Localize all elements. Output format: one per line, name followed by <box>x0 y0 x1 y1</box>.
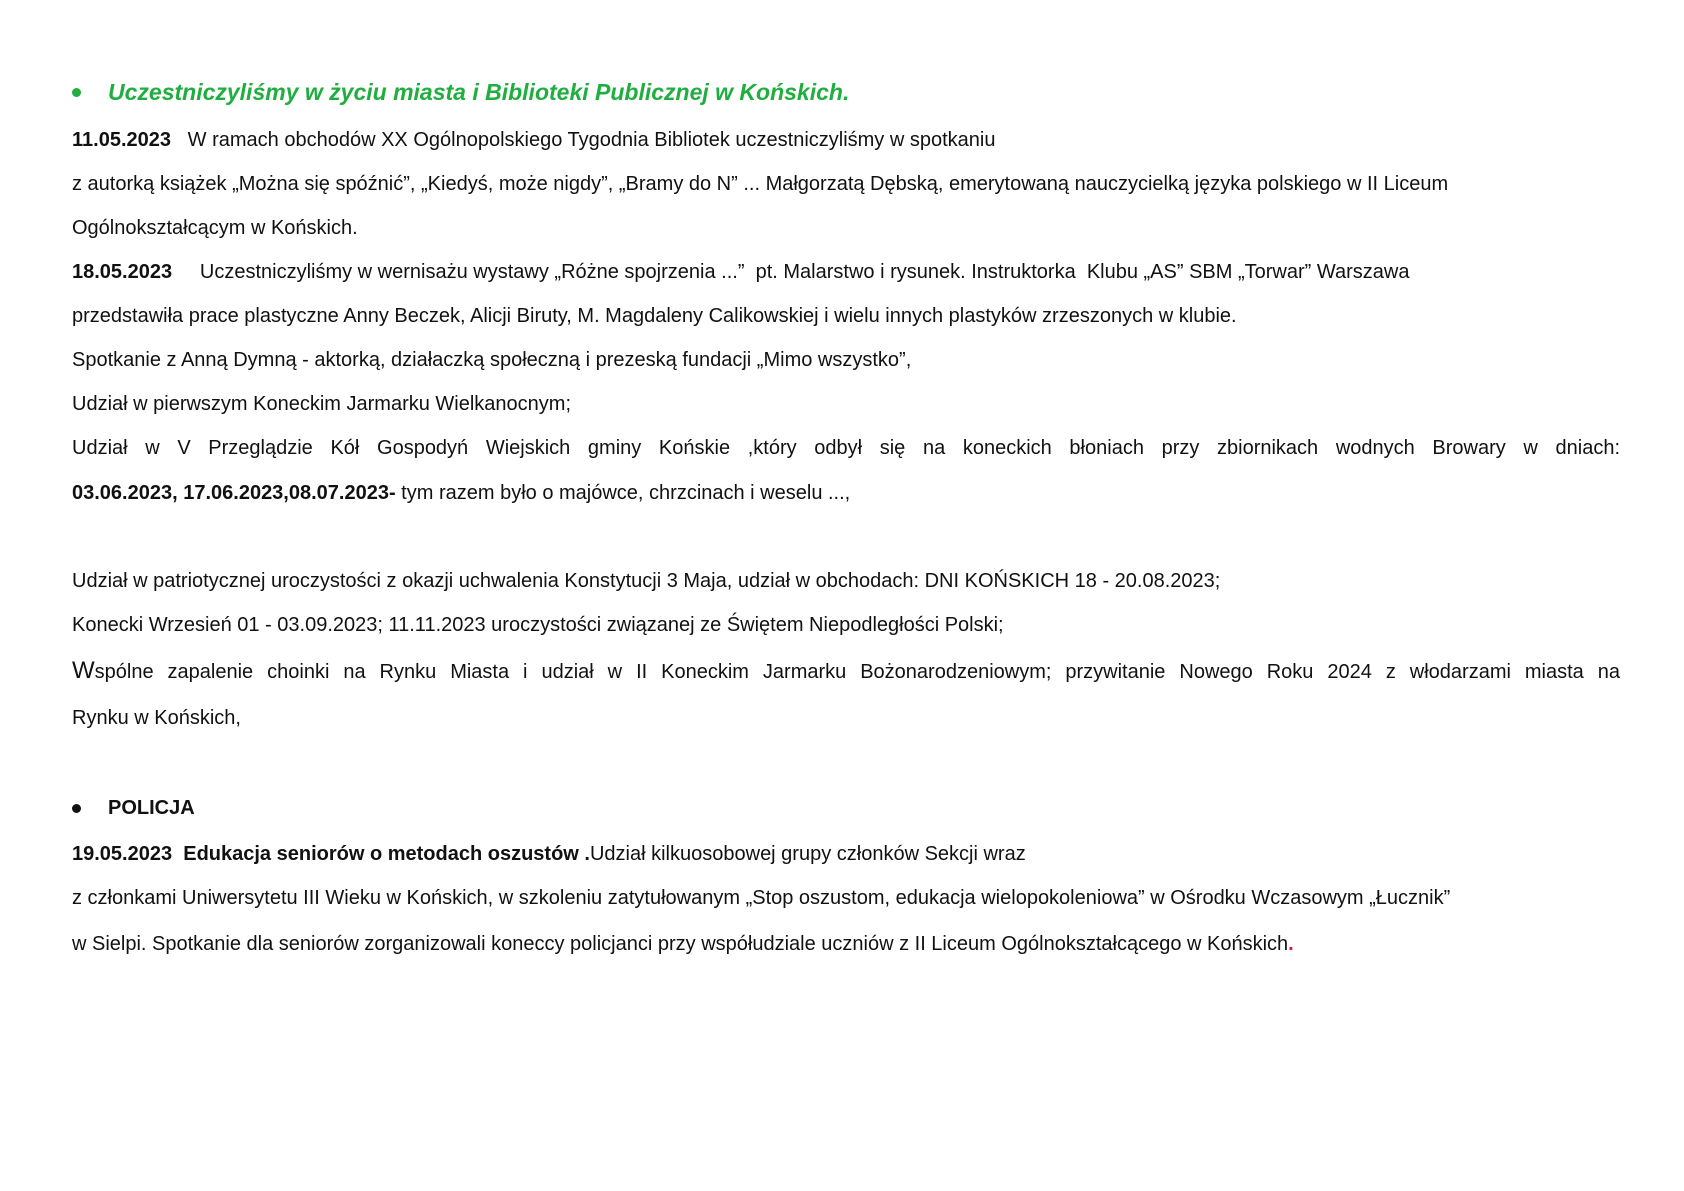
date-list: 03.06.2023, 17.06.2023,08.07.2023- <box>72 482 396 504</box>
section-heading-police: POLICJA <box>108 797 195 819</box>
end-mark: . <box>1288 933 1294 955</box>
paragraph-line: Ogólnokształcącym w Końskich. <box>72 217 358 239</box>
section-heading-library: Uczestniczyliśmy w życiu miasta i Biblioteki Publicznej w Końskich. <box>108 79 850 105</box>
paragraph-text: Udział kilkuosobowej grupy członków Sekcji wraz <box>589 843 1026 865</box>
paragraph-line <box>72 842 1620 866</box>
bullet-icon <box>72 804 81 813</box>
date-label: 18.05.2023 <box>72 261 173 283</box>
paragraph-line: Spotkanie z Anną Dymną - aktorką, działaczką społeczną i prezeską fundacji „Mimo wszystko”, <box>72 349 912 371</box>
paragraph-text: spólne zapalenie choinki na Rynku Miasta i udział w II Koneckim Jarmarku Bożonarodzeniowym; przywitanie Nowego Roku 2024 z włodarzami miasta na <box>94 661 1620 683</box>
paragraph-text: W ramach obchodów XX Ogólnopolskiego Tygodnia Bibliotek uczestniczyliśmy w spotkaniu <box>171 129 996 151</box>
paragraph-line: przedstawiła prace plastyczne Anny Beczek, Alicji Biruty, M. Magdaleny Calikowskiej i wielu innych plastyków zrzeszonych w klubie. <box>72 305 1237 327</box>
paragraph-line: Udział w pierwszym Koneckim Jarmarku Wielkanocnym; <box>72 393 572 415</box>
bullet-icon <box>72 88 81 97</box>
paragraph-line: Rynku w Końskich, <box>72 707 241 729</box>
paragraph-line: z autorką książek „Można się spóźnić”, „Kiedyś, może nigdy”, „Bramy do N” ... Małgorzatą Dębską, emerytowaną nauczycielką języka polskiego w II Liceum <box>72 173 1449 195</box>
paragraph-text: w Sielpi. Spotkanie dla seniorów zorganizowali koneccy policjanci przy współudziale uczniów z II Liceum Ogólnokształcącego w Końskich <box>72 933 1289 955</box>
paragraph-text: Uczestniczyliśmy w wernisażu wystawy „Różne spojrzenia ...” pt. Malarstwo i rysunek. Instruktorka Klubu „AS” SBM „Torwar” Warszawa <box>172 261 1410 283</box>
paragraph-line <box>72 932 1620 956</box>
paragraph-line <box>72 659 1620 684</box>
paragraph-line: z członkami Uniwersytetu III Wieku w Końskich, w szkoleniu zatytułowanym „Stop oszustom, edukacja wielopokoleniowa” w Ośrodku Wczasowym „Łucznik” <box>72 887 1451 909</box>
paragraph-line <box>72 481 1620 505</box>
paragraph-text: tym razem było o majówce, chrzcinach i weselu ..., <box>395 482 851 504</box>
paragraph-line: Udział w patriotycznej uroczystości z okazji uchwalenia Konstytucji 3 Maja, udział w obchodach: DNI KOŃSKICH 18 - 20.08.2023; <box>72 570 1221 592</box>
date-label: 11.05.2023 <box>72 129 171 151</box>
event-title: Edukacja seniorów o metodach oszustów . <box>172 843 590 865</box>
paragraph-line: Konecki Wrzesień 01 - 03.09.2023; 11.11.2023 uroczystości związanej ze Świętem Niepodległości Polski; <box>72 614 1004 636</box>
paragraph-line <box>72 260 1620 284</box>
paragraph-line <box>72 128 1620 152</box>
paragraph-line: Udział w V Przeglądzie Kół Gospodyń Wiejskich gminy Końskie ,który odbył się na koneckich błoniach przy zbiornikach wodnych Browary w dniach: <box>72 437 1620 459</box>
date-label: 19.05.2023 <box>72 843 173 865</box>
drop-letter: W <box>72 657 95 684</box>
